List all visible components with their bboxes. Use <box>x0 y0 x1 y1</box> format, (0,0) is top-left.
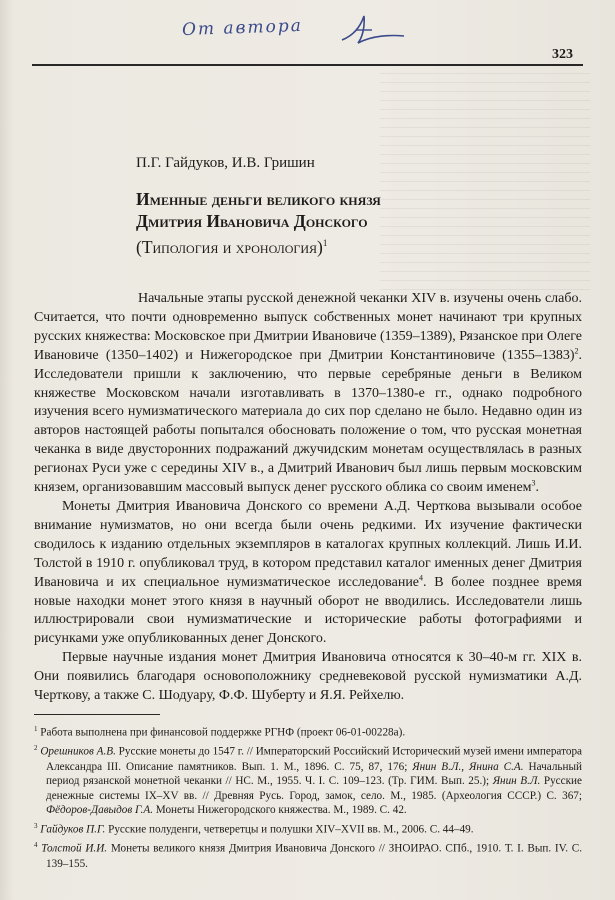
footnote <box>34 819 582 837</box>
cited-author: Гайдуков П.Г. <box>40 823 106 836</box>
text-run: Начальные этапы русской денежной чеканки XIV в. изучены очень слабо. Считается, что почти одновременно выпуск собственных монет начинают три крупных русских княжества: Московское при Дмитрии Ивановиче (1359–1389), Рязанское при Олеге Ивановиче (1350–1402) и Нижегородское при Дмитрии Константиновиче (1355–1383) <box>34 291 582 363</box>
page-number: 323 <box>552 47 573 62</box>
body-paragraph <box>34 498 582 649</box>
text-run: Монеты Нижегородского княжества. М., 1989. С. 42. <box>153 804 407 817</box>
cited-author: Толстой И.И. <box>41 843 108 856</box>
footnote-reference: 3 <box>531 478 536 488</box>
body-paragraph <box>34 649 582 706</box>
article-body <box>34 290 582 706</box>
footnote-number: 3 <box>34 822 38 831</box>
footnote-reference: 4 <box>419 572 424 582</box>
footnotes <box>34 722 582 872</box>
cited-author: Янин В.Л. <box>492 775 541 788</box>
footnote-number: 1 <box>34 725 38 733</box>
article-title <box>136 188 576 258</box>
text-run: . <box>535 480 540 496</box>
text-run: Монеты Дмитрия Ивановича Донского со времени А.Д. Черткова вызывали особое внимание нумизматов, но они всегда были очень редкими. Их изучение фактически сводилось к изданию отдельных экземпляров в каталогах крупных коллекций. Лишь И.И. Толстой в 1910 г. опубликовал труд, в котором представил каталог именных денег Дмитрия Ивановича и их специальное нумизматическое исследование <box>34 498 582 590</box>
footnote-rule <box>34 714 160 715</box>
footnote <box>34 741 582 818</box>
handwritten-note: От автора <box>181 15 304 41</box>
text-run: Начальный период рязанской монетной чеканки // НС. М., 1955. Ч. I. С. 109–123. (Тр. ГИМ. Вып. 25.); <box>46 760 582 788</box>
text-run: . Исследователи пришли к заключению, что первые серебряные деньги в Великом княжестве Московском начали изготавливать в 1370–1380-е гг., однако подробного изучения всего нумизматического материала до сих пор сделано не было. Недавно один из авторов настоящей работы попытался обосновать положение о том, что русская монетная чеканка в виде двусторонних подражаний джучидским монетам осуществлялась в разных регионах Руси уже с середины XIV в., а Дмитрий Иванович был лишь первым московским князем, организовавшим массовый выпуск денег русского облика со своим именем <box>34 347 582 496</box>
text-run: Русские денежные системы IX–XV вв. // Древняя Русь. Город, замок, село. М., 1985. (Археология СССР.) С. 367; <box>46 775 582 802</box>
text-run: Монеты великого князя Дмитрия Ивановича Донского // ЗНОИРАО. СПб., 1910. Т. I. Вып. IV. С. 139–155. <box>46 843 582 870</box>
footnote-number: 2 <box>34 744 38 753</box>
body-paragraph <box>34 290 582 498</box>
article-subtitle: (Типология и хронология) <box>136 236 323 257</box>
text-run: . В более позднее время новые находки монет этого князя в научный оборот не вводились. Исследователи лишь иллюстрировали свои нумизматические и исторические работы фотографиями и рисунками уже опубликованных денег Донского. <box>34 574 582 647</box>
title-footnote-mark: 1 <box>322 238 328 248</box>
footnote <box>34 838 582 871</box>
cited-author: Орешников А.В. <box>40 746 116 759</box>
header-rule <box>32 64 583 66</box>
article-authors: П.Г. Гайдуков, И.В. Гришин <box>136 155 315 171</box>
text-run: Первые научные издания монет Дмитрия Ивановича относятся к 30–40-м гг. XIX в. Они появились благодаря основоположнику средневековой русской нумизматики А.Д. Черткову, а также С. Шодуару, Ф.Ф. Шуберту и Я.Я. Рейхелю. <box>34 650 582 704</box>
cited-author: Янин В.Л., Янина С.А. <box>412 760 524 773</box>
handwritten-signature <box>338 10 408 46</box>
text-run: Русские полуденги, четверетцы и полушки XIV–XVII вв. М., 2006. С. 44–49. <box>105 823 474 836</box>
footnote-number: 4 <box>34 841 38 850</box>
title-line-1: Именные деньги великого князя <box>136 189 381 209</box>
title-line-2: Дмитрия Ивановича Донского <box>136 211 368 231</box>
cited-author: Фёдоров-Давыдов Г.А. <box>46 804 153 817</box>
text-run: Работа выполнена при финансовой поддержке РГНФ (проект 06-01-00228a). <box>40 726 406 739</box>
text-run: Русские монеты до 1547 г. // Императорский Российский Исторический музей имени императора Александра III. Описание памятников. Вып. 1. М., 1896. С. 75, 87, 176; <box>46 746 582 773</box>
footnote <box>34 722 582 740</box>
footnote-reference: 2 <box>574 346 579 356</box>
